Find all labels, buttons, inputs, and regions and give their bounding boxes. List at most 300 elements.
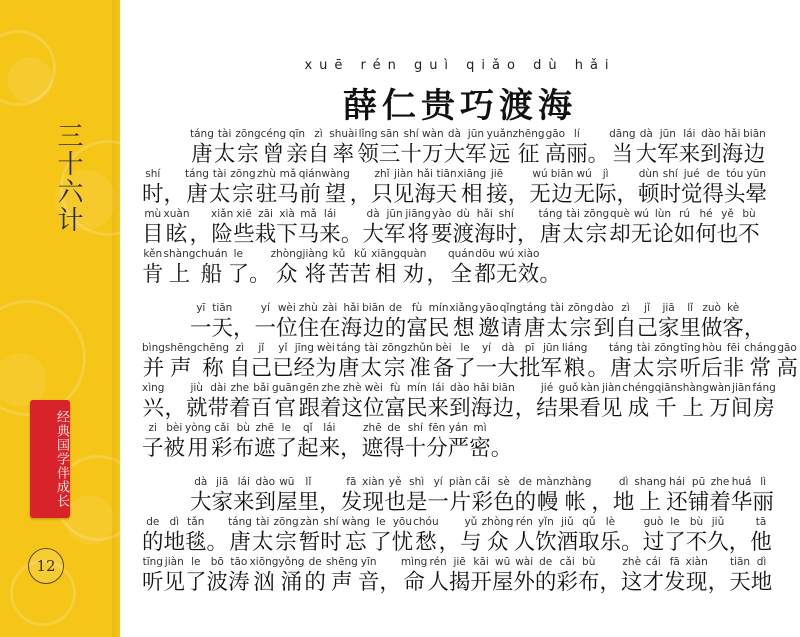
hanzi: 的	[304, 570, 326, 595]
char-column	[666, 476, 688, 516]
char-column	[362, 208, 384, 248]
char-column	[578, 556, 600, 596]
hanzi: 了	[370, 530, 392, 555]
hanzi: 才	[642, 570, 665, 595]
char-column	[340, 422, 362, 462]
pinyin: bìng	[142, 342, 165, 354]
char-column	[659, 168, 681, 208]
hanzi: 的	[142, 530, 164, 555]
hanzi: 屋	[491, 570, 514, 595]
hanzi: 粮	[563, 356, 586, 381]
char-column	[465, 128, 487, 168]
pinyin: tóu	[726, 168, 744, 180]
char-column	[233, 476, 255, 516]
pinyin: dà	[366, 208, 380, 220]
char-column	[189, 208, 211, 248]
pinyin: bù	[582, 556, 596, 568]
char-column	[573, 168, 595, 208]
hanzi: 丽	[566, 142, 588, 167]
pinyin: xiōng	[249, 556, 279, 568]
char-column	[164, 556, 186, 596]
hanzi: 起	[297, 436, 319, 461]
char-column	[186, 382, 208, 422]
pinyin: kǔ	[354, 248, 367, 260]
pinyin: zì	[235, 342, 244, 354]
char-column	[700, 128, 722, 168]
pinyin: chēng	[196, 342, 230, 354]
hanzi: 果	[557, 396, 580, 421]
hanzi: 宗	[237, 142, 259, 167]
hanzi: 险	[211, 222, 233, 247]
hanzi: 无	[630, 222, 653, 247]
pinyin: táng	[190, 128, 214, 140]
char-column	[350, 248, 372, 288]
char-column	[273, 516, 298, 556]
pinyin: dì	[756, 556, 767, 568]
pinyin: yán	[448, 422, 469, 434]
hanzi: 密	[469, 436, 491, 461]
char-column	[513, 128, 545, 168]
hanzi: 了	[454, 356, 476, 381]
char-column	[294, 342, 316, 382]
char-column	[229, 342, 251, 382]
pinyin: chóu	[413, 516, 439, 528]
pinyin: tīng	[680, 342, 701, 354]
pinyin: fā	[669, 556, 680, 568]
char-column	[587, 342, 609, 382]
char-column	[256, 168, 278, 208]
pinyin: zhù	[298, 302, 318, 314]
char-column	[422, 128, 444, 168]
pinyin: hǎi	[417, 168, 434, 180]
char-column	[454, 342, 476, 382]
pinyin: jiā	[216, 476, 229, 488]
char-column	[207, 382, 229, 422]
hanzi: 批	[518, 356, 541, 381]
char-column	[621, 516, 643, 556]
hanzi: 布	[232, 436, 255, 461]
char-column	[636, 128, 658, 168]
hanzi: 一	[190, 316, 212, 341]
hanzi: 前	[299, 182, 321, 207]
pinyin: de	[539, 556, 553, 568]
char-column	[657, 128, 679, 168]
hanzi: 在	[319, 316, 341, 341]
pinyin: pī	[524, 342, 535, 354]
char-column	[717, 208, 739, 248]
hanzi: 现	[685, 570, 708, 595]
char-column	[513, 556, 535, 596]
char-column	[621, 556, 643, 596]
hanzi: 接	[486, 182, 508, 207]
char-column	[722, 302, 744, 342]
char-column	[164, 208, 190, 248]
pinyin: qiān	[654, 382, 678, 394]
char-column	[357, 128, 379, 168]
hanzi: 非	[722, 356, 745, 381]
pinyin: jūn	[386, 208, 403, 220]
pinyin: quán	[447, 248, 475, 260]
hanzi: 海	[470, 396, 493, 421]
hanzi: ，	[349, 182, 372, 207]
char-column	[342, 516, 370, 556]
page-number: 12	[28, 548, 64, 584]
pinyin: kāi	[473, 556, 489, 568]
pinyin: shuài	[329, 128, 358, 140]
char-column	[482, 516, 514, 556]
pinyin: bǎi	[253, 382, 270, 394]
char-column	[638, 168, 660, 208]
hanzi: 一	[427, 490, 449, 515]
hanzi: ，	[164, 396, 186, 421]
char-column	[382, 342, 407, 382]
hanzi: 已	[272, 356, 294, 381]
hanzi: 下	[276, 222, 298, 247]
pinyin: lái	[237, 476, 250, 488]
hanzi: 严	[447, 436, 470, 461]
pinyin: xiǎng	[449, 302, 479, 314]
paragraph	[142, 302, 798, 462]
hanzi: 成	[627, 396, 650, 421]
pinyin: zhe	[710, 476, 730, 488]
pinyin: cháng	[744, 342, 777, 354]
pinyin: bù	[689, 516, 704, 528]
char-column	[558, 382, 580, 422]
hanzi: 际	[594, 182, 617, 207]
pinyin	[729, 516, 751, 529]
pinyin: wú	[633, 208, 650, 220]
hanzi: 这	[620, 570, 643, 595]
pinyin: wèi	[364, 382, 383, 394]
pinyin: chéng	[622, 382, 655, 394]
pinyin	[350, 168, 372, 181]
pinyin: biān	[362, 302, 385, 314]
hanzi: 肯	[142, 262, 164, 287]
hanzi: 为	[315, 356, 337, 381]
char-column	[436, 168, 458, 208]
char-column	[593, 302, 615, 342]
pinyin: bù	[236, 422, 250, 434]
hanzi: 来	[678, 142, 701, 167]
hanzi: 称	[202, 356, 224, 381]
hanzi: 亲	[286, 142, 308, 167]
char-column	[615, 302, 637, 342]
pinyin: zhè	[622, 556, 642, 568]
char-column	[251, 342, 273, 382]
hanzi: 准	[409, 356, 431, 381]
char-column	[664, 516, 686, 556]
char-column	[276, 208, 298, 248]
char-column	[303, 248, 329, 288]
char-column	[695, 208, 717, 248]
hanzi: 幔	[537, 490, 559, 515]
hanzi: 到	[593, 316, 615, 341]
article-title: 薛仁贵巧渡海	[343, 86, 577, 126]
hanzi: 波	[206, 570, 229, 595]
pinyin: xiǎn	[211, 208, 234, 220]
char-column	[708, 556, 730, 596]
hanzi: 顿	[637, 182, 660, 207]
hanzi: 经	[293, 356, 316, 381]
char-column	[688, 476, 710, 516]
char-column	[271, 248, 303, 288]
hanzi: 三	[378, 142, 401, 167]
char-column	[508, 168, 530, 208]
hanzi: 子	[142, 436, 164, 461]
pinyin: tài	[566, 208, 580, 220]
pinyin: yě	[388, 476, 402, 488]
hanzi: 带	[207, 396, 229, 421]
hanzi: 高	[544, 142, 567, 167]
hanzi: 常	[749, 356, 771, 381]
pinyin: guān	[272, 382, 299, 394]
hanzi: 相	[461, 182, 483, 207]
pinyin: rén	[515, 516, 533, 528]
char-column	[729, 556, 751, 596]
pinyin: zì	[314, 128, 323, 140]
pinyin	[599, 556, 621, 569]
pinyin: jué	[683, 168, 700, 180]
hanzi: 一	[254, 316, 277, 341]
pinyin: mǎ	[279, 168, 297, 180]
pinyin	[491, 422, 513, 435]
hanzi: 见	[600, 396, 623, 421]
pinyin: zhe	[321, 382, 341, 394]
char-column	[613, 476, 635, 516]
hanzi: 海	[414, 182, 436, 207]
pinyin: sè	[497, 476, 510, 488]
char-column	[609, 342, 633, 382]
hanzi: 涛	[228, 570, 250, 595]
pinyin: bèi	[166, 422, 183, 434]
pinyin: yuǎn	[486, 128, 513, 140]
pinyin: wàng	[341, 516, 371, 528]
pinyin: wū	[495, 556, 511, 568]
pinyin: lái	[323, 422, 336, 434]
pinyin: piàn	[448, 476, 472, 488]
char-column	[427, 476, 449, 516]
hanzi: 。	[587, 142, 610, 167]
char-column	[319, 302, 341, 342]
pinyin: tā	[755, 516, 767, 528]
pinyin: qǔ	[582, 516, 596, 528]
pinyin: zōng	[230, 168, 256, 180]
char-column	[164, 248, 196, 288]
pinyin: táng	[185, 168, 209, 180]
pinyin: zhè	[342, 382, 362, 394]
pinyin: wàn	[421, 128, 444, 140]
char-column	[142, 556, 164, 596]
char-column	[299, 516, 321, 556]
hanzi: ，	[426, 262, 448, 287]
char-column	[392, 516, 414, 556]
hanzi: 自	[229, 356, 251, 381]
char-column	[406, 382, 428, 422]
pinyin: táng	[228, 516, 252, 528]
text-line	[142, 208, 784, 248]
hanzi: 是	[405, 490, 428, 515]
series-seal-label: 经典国学伴成长	[54, 410, 69, 508]
hanzi: 要	[430, 222, 453, 247]
char-column	[298, 476, 320, 516]
hanzi: 太	[208, 182, 231, 207]
hanzi: 将	[407, 222, 429, 247]
pinyin	[249, 248, 271, 261]
char-column	[609, 128, 635, 168]
pinyin: què	[610, 208, 630, 220]
char-column	[559, 476, 591, 516]
hanzi: 声	[331, 570, 353, 595]
char-column	[233, 422, 255, 462]
char-column	[578, 516, 600, 556]
pinyin: gēn	[299, 382, 320, 394]
char-column	[358, 556, 380, 596]
hanzi: 也	[384, 490, 406, 515]
char-column	[449, 556, 471, 596]
char-column	[591, 476, 613, 516]
pinyin	[587, 342, 609, 355]
chapter-title-vertical: 三十六计	[53, 122, 83, 234]
char-column	[142, 422, 164, 462]
hanzi: 地	[163, 530, 186, 555]
hanzi: 久	[707, 530, 729, 555]
char-column	[439, 516, 461, 556]
pinyin: lái	[683, 128, 696, 140]
char-column	[164, 516, 186, 556]
hanzi: 着	[229, 396, 251, 421]
hanzi: 太	[213, 142, 236, 167]
hanzi: 唐	[539, 222, 562, 247]
char-column	[413, 516, 439, 556]
hanzi: 己	[636, 316, 658, 341]
char-column	[556, 556, 578, 596]
pinyin: dào	[255, 476, 276, 488]
hanzi: 十	[400, 142, 422, 167]
pinyin: lái	[323, 208, 337, 220]
pinyin: lí	[573, 128, 580, 140]
pinyin: yǐ	[278, 342, 288, 354]
pinyin: sān	[380, 128, 399, 140]
char-column	[496, 208, 518, 248]
pinyin: fù	[390, 382, 401, 394]
char-column	[320, 516, 342, 556]
hanzi: 不	[685, 530, 708, 555]
char-column	[616, 168, 638, 208]
pinyin: céng	[260, 128, 287, 140]
hanzi: 彩	[471, 490, 494, 515]
hanzi: 到	[449, 396, 471, 421]
char-column	[633, 342, 655, 382]
hanzi: 的	[384, 316, 407, 341]
hanzi: 客	[722, 316, 744, 341]
hanzi: 唐	[229, 530, 251, 555]
pinyin: zhē	[255, 422, 275, 434]
hanzi: 宗	[232, 182, 254, 207]
char-column	[457, 168, 486, 208]
char-column	[566, 128, 588, 168]
char-column	[709, 476, 731, 516]
char-column	[551, 168, 574, 208]
pinyin: zhòng	[481, 516, 514, 528]
pinyin	[233, 302, 255, 315]
pinyin: hé	[699, 208, 713, 220]
char-column	[230, 168, 255, 208]
char-column	[707, 516, 729, 556]
char-column	[536, 476, 559, 516]
hanzi: 大	[635, 142, 658, 167]
hanzi: 唐	[337, 356, 360, 381]
char-column	[751, 556, 773, 596]
pinyin: zi	[148, 422, 157, 434]
hanzi: 房	[753, 396, 775, 421]
pinyin: huá	[731, 476, 752, 488]
char-column	[752, 476, 774, 516]
pinyin: jiàng	[302, 248, 329, 260]
pinyin: le	[233, 248, 244, 260]
pinyin: mín	[428, 302, 449, 314]
hanzi: 宗	[569, 316, 592, 341]
char-column	[164, 382, 186, 422]
hanzi: 不	[738, 222, 760, 247]
char-column	[341, 302, 363, 342]
pinyin: jiàn	[602, 382, 622, 394]
pinyin: zōng	[273, 516, 299, 528]
hanzi: ，	[591, 490, 613, 515]
hanzi: 汹	[253, 570, 275, 595]
pinyin: jiù	[190, 382, 203, 394]
char-column	[405, 208, 431, 248]
char-column	[474, 248, 496, 288]
char-column	[185, 168, 209, 208]
pinyin: dùn	[638, 168, 659, 180]
char-column	[321, 168, 349, 208]
hanzi: 觉	[681, 182, 703, 207]
char-column	[723, 342, 745, 382]
hanzi: 富	[406, 316, 428, 341]
char-column	[249, 248, 271, 288]
pinyin: jiē	[453, 556, 466, 568]
char-column	[474, 208, 496, 248]
hanzi: 酒	[556, 530, 579, 555]
char-column	[276, 422, 298, 462]
pinyin: shang	[634, 476, 667, 488]
char-column	[383, 422, 405, 462]
pinyin: le	[376, 516, 386, 528]
pinyin: hǎi	[473, 382, 490, 394]
char-column	[643, 556, 665, 596]
hanzi: 船	[200, 262, 223, 287]
char-column	[681, 168, 703, 208]
hanzi: 远	[488, 142, 511, 167]
char-column	[362, 476, 384, 516]
hanzi: 分	[426, 436, 448, 461]
hanzi: 。	[539, 262, 561, 287]
hanzi: ，	[728, 530, 751, 555]
pinyin: gāo	[777, 342, 797, 354]
pinyin: lái	[432, 382, 445, 394]
hanzi: 大	[443, 142, 466, 167]
pinyin: tài	[550, 302, 565, 314]
char-column	[444, 128, 466, 168]
article-title-block	[120, 58, 800, 127]
pinyin: shēng	[325, 556, 358, 568]
hanzi: 丽	[752, 490, 774, 515]
hanzi: 。	[490, 436, 513, 461]
pinyin: yǒng	[278, 556, 305, 568]
pinyin: xiāng	[371, 248, 401, 260]
hanzi: 望	[324, 182, 347, 207]
hanzi: ，	[517, 222, 539, 247]
